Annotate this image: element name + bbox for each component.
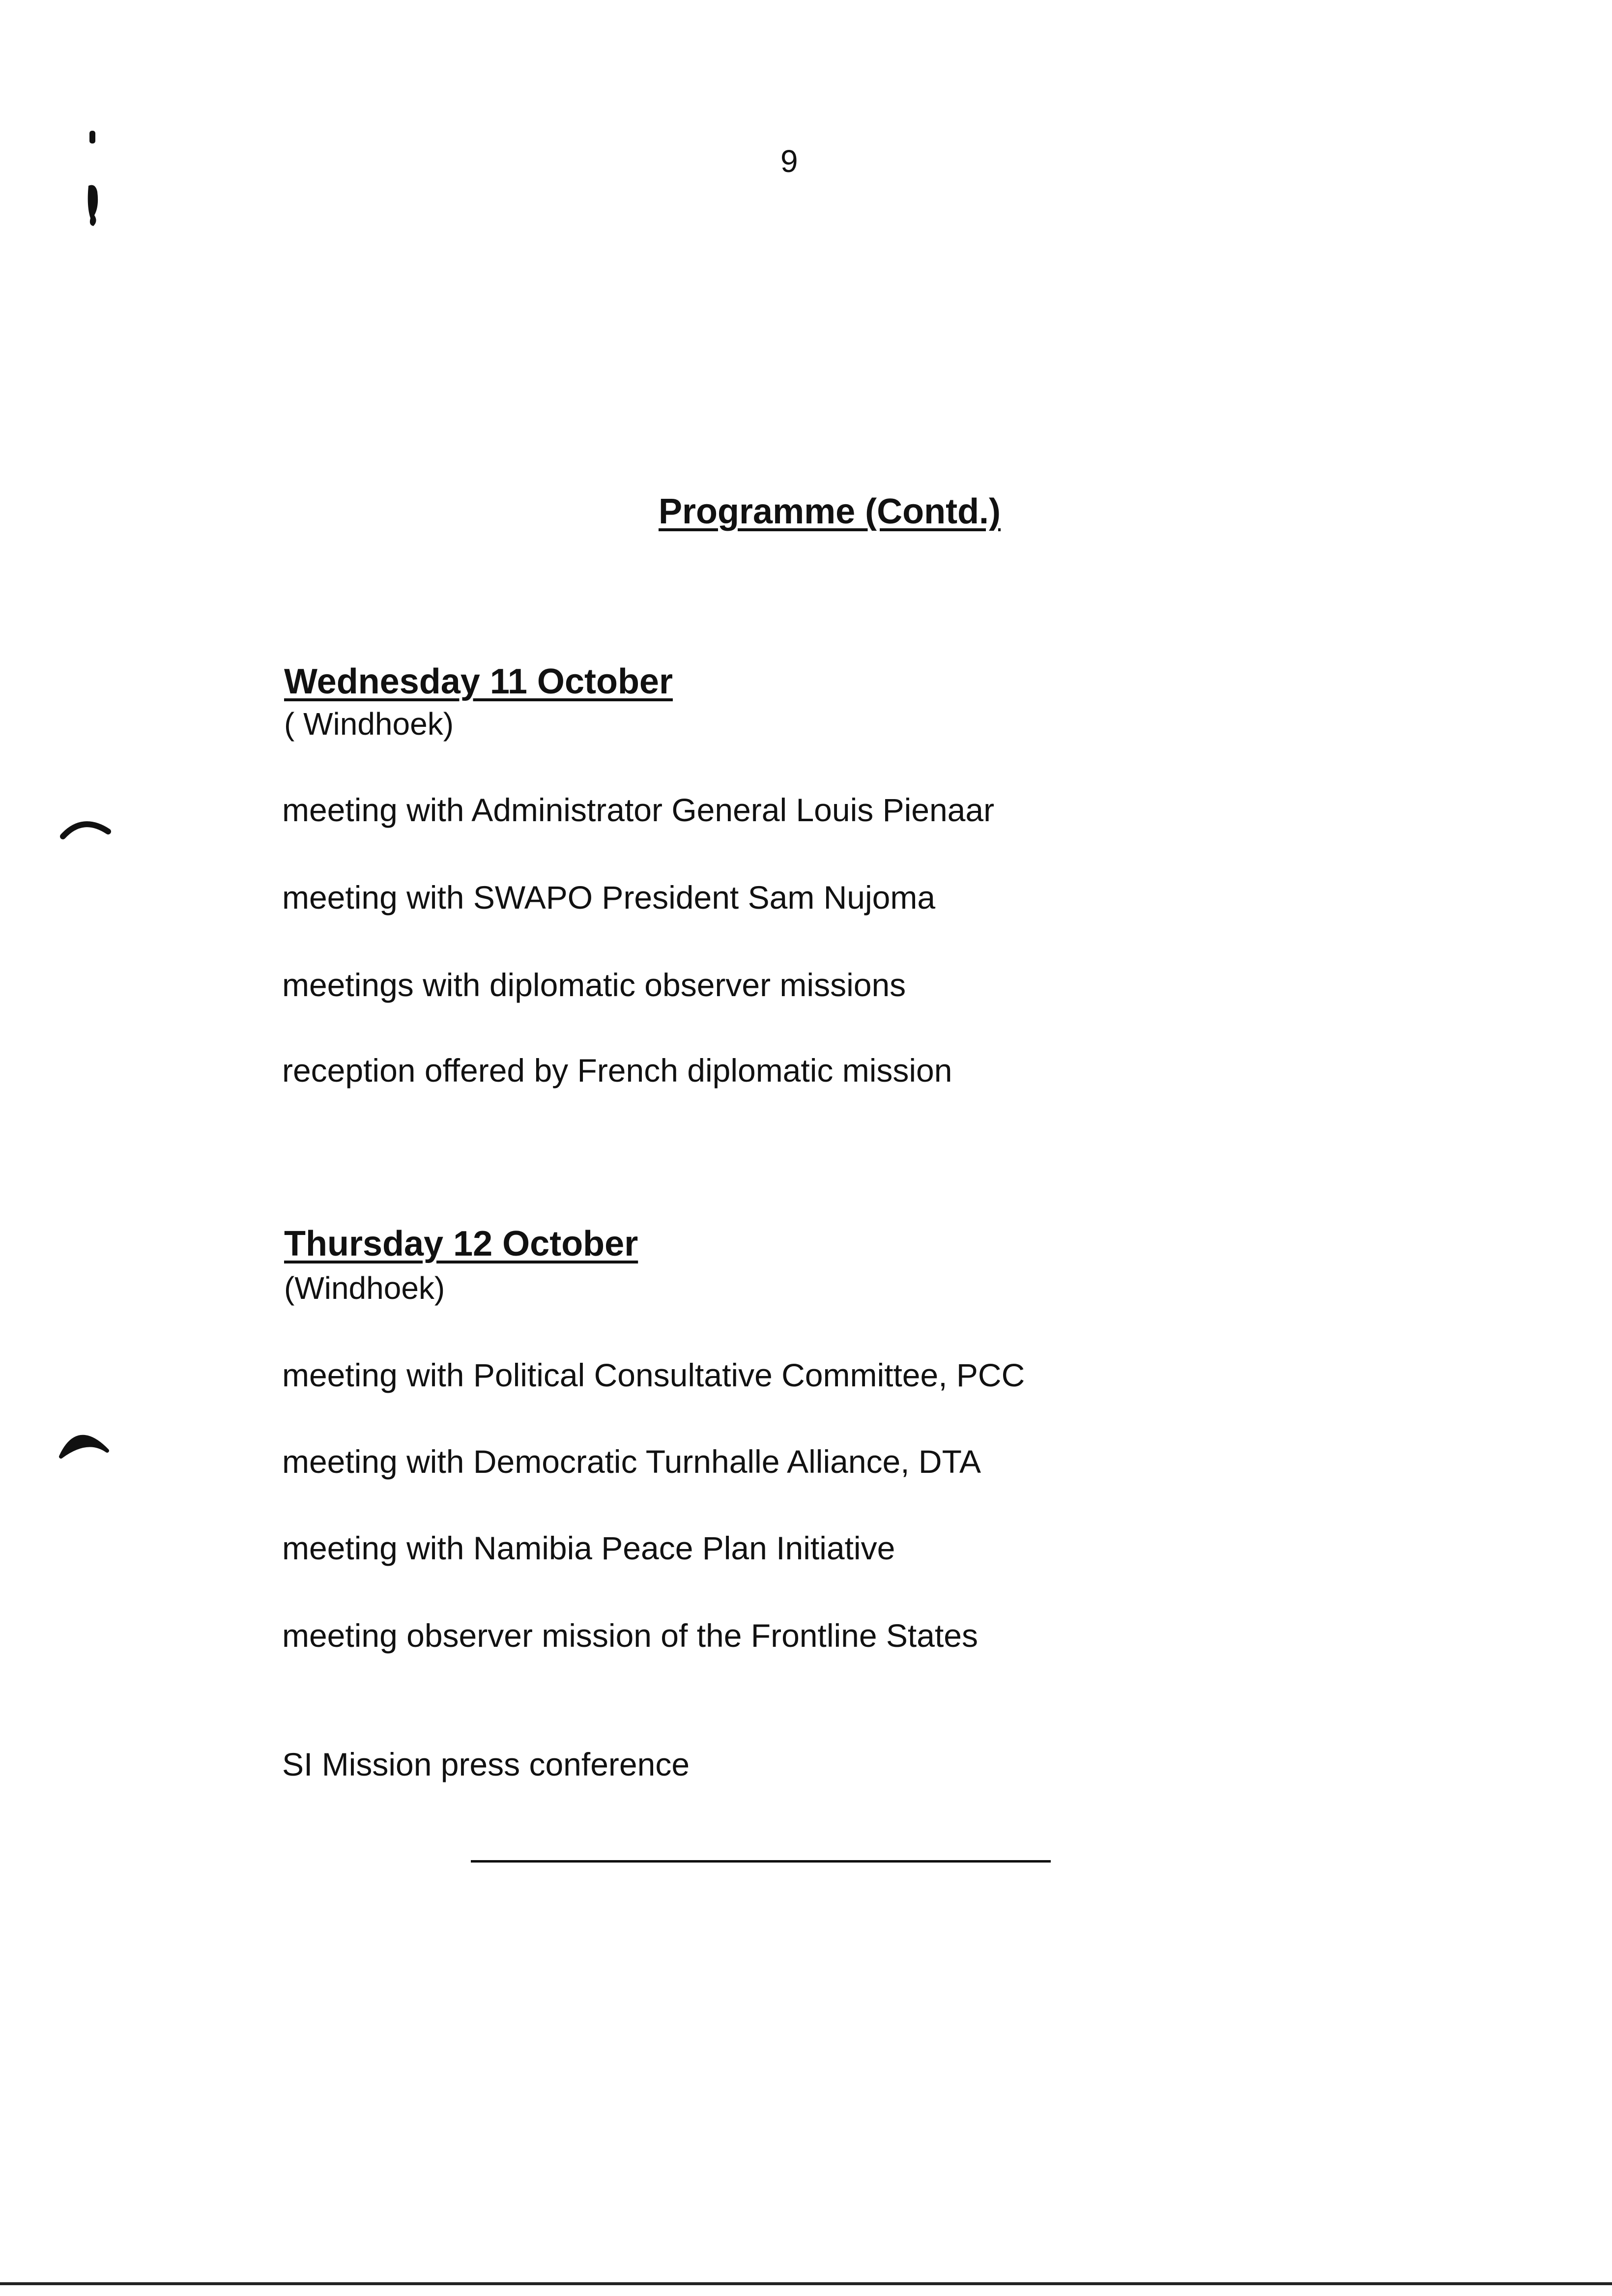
programme-entry: meeting with Namibia Peace Plan Initiative [282, 1530, 895, 1566]
day-location-thursday: (Windhoek) [284, 1270, 445, 1306]
day-heading-thursday: Thursday 12 October [284, 1224, 638, 1263]
programme-entry: meeting observer mission of the Frontline States [282, 1617, 979, 1654]
day-heading-wednesday: Wednesday 11 October [284, 662, 673, 701]
programme-entry: meetings with diplomatic observer missions [282, 967, 906, 1003]
page-title: Programme (Contd.) [659, 492, 1001, 531]
programme-entry: meeting with Democratic Turnhalle Alliance, DTA [282, 1443, 981, 1480]
binder-mark-icon [79, 128, 108, 236]
programme-entry: reception offered by French diplomatic mission [282, 1052, 952, 1089]
punch-hole-mark-icon [58, 1420, 112, 1464]
page-number: 9 [780, 144, 798, 179]
punch-hole-mark-icon [59, 811, 113, 850]
programme-entry: meeting with SWAPO President Sam Nujoma [282, 879, 936, 916]
programme-entry: meeting with Political Consultative Committee, PCC [282, 1357, 1025, 1393]
programme-entry: SI Mission press conference [282, 1746, 690, 1782]
closing-rule [471, 1860, 1051, 1863]
page-bottom-edge [0, 2282, 1612, 2285]
day-location-wednesday: ( Windhoek) [284, 706, 454, 742]
programme-entry: meeting with Administrator General Louis Pienaar [282, 792, 995, 828]
